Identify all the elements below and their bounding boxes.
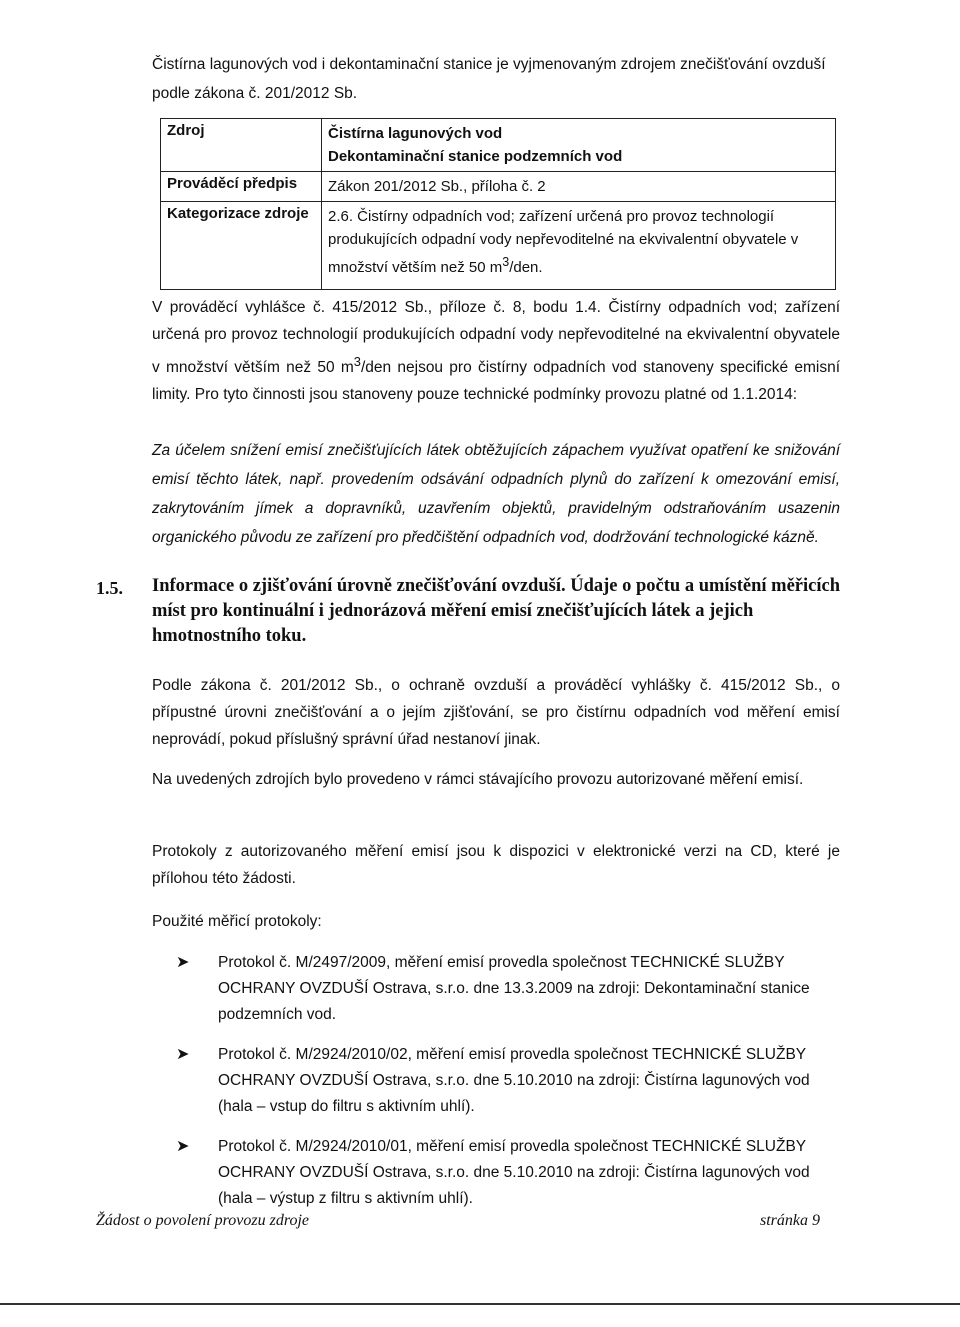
arrow-bullet-icon: ➤ [176,1138,190,1155]
arrow-bullet-icon: ➤ [176,1046,190,1063]
source-table [160,118,836,290]
table-row [161,202,836,290]
vyhlaska-paragraph [152,294,840,408]
kategorizace-tail: /den. [509,259,543,276]
section-number: 1.5. [96,578,123,598]
zdroj-value [322,119,836,172]
vyhlaska-sup: 3 [353,354,361,369]
used-protocols-heading: Použité měřicí protokoly: [152,913,322,930]
vyhlaska-text-b: /den nejsou pro čistírny odpadních vod stanoveny specifické emisní limity. Pro tyto činnosti jsou stanoveny pouze technické podmínky provozu platné od 1.1.2014: [152,359,840,404]
kategorizace-sup: 3 [502,255,510,269]
footer-page-number: stránka 9 [760,1212,820,1229]
vyhlaska-text-a: V prováděcí vyhlášce č. 415/2012 Sb., příloze č. 8, bodu 1.4. Čistírny odpadních vod; zařízení určená pro provoz technologií produkujících odpadní vody nepřevoditelné na ekvivalentní obyvatele v množství větším než 50 m [152,299,840,377]
protocol-list [172,950,842,1226]
table-row [161,172,836,202]
law-paragraph: Podle zákona č. 201/2012 Sb., o ochraně ovzduší a prováděcí vyhlášky č. 415/2012 Sb., o přípustné úrovni znečišťování a o jejím zjišťování, se pro čistírnu odpadních vod měření emisí neprovádí, pokud příslušný správní úřad nestanoví jinak. [152,677,840,748]
kategorizace-value [322,202,836,290]
technical-conditions-paragraph: Za účelem snížení emisí znečišťujících látek obtěžujících zápachem využívat opatření ke snižování emisí těchto látek, např. provedením odsávání odpadních plynů do zařízení k omezování emisí, zakrytováním jímek a dopravníků, uzavřením objektů, pravidelným odstraňováním usazenin organického původu ze zařízení pro předčištění odpadních vod, dodržování technologické kázně. [152,442,840,546]
intro-paragraph: Čistírna lagunových vod i dekontaminační stanice je vyjmenovaným zdrojem znečišťování ovzduší podle zákona č. 201/2012 Sb. [152,56,826,102]
protocol-item-text: Protokol č. M/2924/2010/02, měření emisí provedla společnost TECHNICKÉ SLUŽBY OCHRANY OVZDUŠÍ Ostrava, s.r.o. dne 5.10.2010 na zdroji: Čistírna lagunových vod (hala – vstup do filtru s aktivním uhlí). [218,1046,810,1115]
zdroj-value-line: Čistírna lagunových vod [328,125,503,142]
footer-title: Žádost o povolení provozu zdroje [96,1212,310,1229]
footer-rule [0,1303,960,1305]
list-item [172,1042,842,1120]
list-item [172,950,842,1028]
predpis-label: Prováděcí předpis [161,172,322,202]
protocol-item-text: Protokol č. M/2924/2010/01, měření emisí provedla společnost TECHNICKÉ SLUŽBY OCHRANY OVZDUŠÍ Ostrava, s.r.o. dne 5.10.2010 na zdroji: Čistírna lagunových vod (hala – výstup z filtru s aktivním uhlí). [218,1138,810,1207]
zdroj-value-line: Dekontaminační stanice podzemních vod [328,148,623,165]
protocols-paragraph: Protokoly z autorizovaného měření emisí jsou k dispozici v elektronické verzi na CD, které je přílohou této žádosti. [152,843,840,887]
table-row [161,119,836,172]
section-title: Informace o zjišťování úrovně znečišťování ovzduší. Údaje o počtu a umístění měřicích míst pro kontinuální i jednorázová měření emisí znečišťujících látek a jejich hmotnostního toku. [152,576,840,646]
zdroj-label: Zdroj [161,119,322,172]
measurement-paragraph: Na uvedených zdrojích bylo provedeno v rámci stávajícího provozu autorizované měření emisí. [152,771,804,788]
kategorizace-label: Kategorizace zdroje [161,202,322,290]
list-item [172,1134,842,1212]
protocol-item-text: Protokol č. M/2497/2009, měření emisí provedla společnost TECHNICKÉ SLUŽBY OCHRANY OVZDUŠÍ Ostrava, s.r.o. dne 13.3.2009 na zdroji: Dekontaminační stanice podzemních vod. [218,954,810,1023]
kategorizace-text: 2.6. Čistírny odpadních vod; zařízení určená pro provoz technologií produkujících odpadní vody nepřevoditelné na ekvivalentní obyvatele v množství větším než 50 m [328,208,799,276]
predpis-value: Zákon 201/2012 Sb., příloha č. 2 [322,172,836,202]
arrow-bullet-icon: ➤ [176,954,190,971]
